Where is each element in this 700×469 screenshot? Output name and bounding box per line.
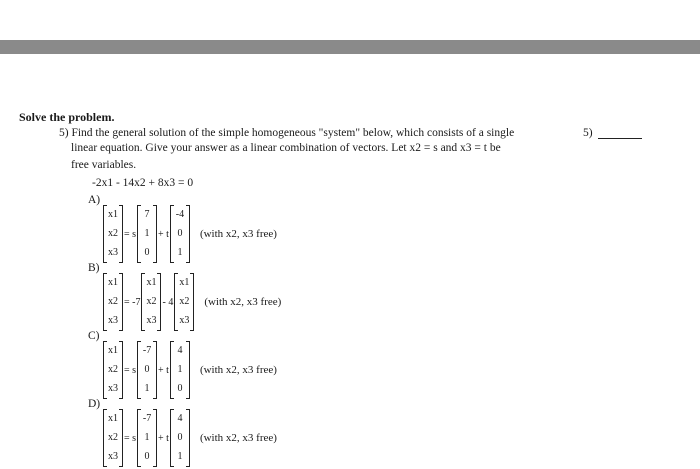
vector-entry: x1 bbox=[179, 276, 190, 288]
free-variables-note: (with x2, x3 free) bbox=[199, 228, 277, 240]
vector-entry: x3 bbox=[108, 383, 118, 395]
vector-entry: x2 bbox=[146, 295, 157, 307]
term-vector bbox=[137, 409, 157, 467]
term-vector bbox=[141, 273, 161, 331]
option-label[interactable]: A) bbox=[88, 194, 101, 206]
option-expression bbox=[103, 408, 277, 468]
vector-entry: 0 bbox=[144, 363, 150, 375]
option-label[interactable]: B) bbox=[88, 262, 100, 274]
vector-entry: x1 bbox=[108, 208, 118, 220]
term-vector bbox=[137, 341, 157, 399]
lhs-vector bbox=[103, 205, 123, 263]
operator-coefficient: = s bbox=[124, 364, 137, 376]
option-label[interactable]: D) bbox=[88, 398, 101, 410]
free-variables-note: (with x2, x3 free) bbox=[204, 296, 282, 308]
question-line-1 bbox=[59, 126, 514, 140]
vector-entry: -4 bbox=[175, 208, 185, 220]
term-vector bbox=[170, 409, 190, 467]
vector-entry: x3 bbox=[179, 315, 190, 327]
vector-entry: 1 bbox=[144, 383, 150, 395]
vector-entry: x3 bbox=[108, 247, 118, 259]
operator-coefficient: = -7 bbox=[124, 296, 141, 308]
operator-coefficient: = s bbox=[124, 228, 137, 240]
question-text-1: Find the general solution of the simple homogeneous "system" below, which consists of a single bbox=[71, 127, 515, 139]
vector-entry: x2 bbox=[179, 295, 190, 307]
free-variables-note: (with x2, x3 free) bbox=[199, 432, 277, 444]
vector-entry: x2 bbox=[108, 363, 118, 375]
vector-entry: 1 bbox=[177, 363, 183, 375]
vector-entry: x1 bbox=[108, 276, 118, 288]
option-label[interactable]: C) bbox=[88, 330, 100, 342]
vector-entry: 1 bbox=[144, 431, 150, 443]
vector-entry: 1 bbox=[177, 451, 183, 463]
free-variables-note: (with x2, x3 free) bbox=[199, 364, 277, 376]
operator-coefficient: + t bbox=[158, 432, 169, 444]
top-blank-area bbox=[0, 0, 700, 40]
vector-entry: x2 bbox=[108, 227, 118, 239]
answer-blank-line[interactable] bbox=[598, 138, 642, 139]
vector-entry: 1 bbox=[177, 247, 183, 259]
vector-entry: x1 bbox=[146, 276, 157, 288]
lhs-vector bbox=[103, 341, 123, 399]
question-text-3: free variables. bbox=[71, 159, 137, 171]
vector-entry: 0 bbox=[144, 247, 150, 259]
vector-entry: x2 bbox=[108, 431, 118, 443]
operator-coefficient: - 4 bbox=[162, 296, 174, 308]
vector-entry: 0 bbox=[177, 227, 183, 239]
term-vector bbox=[170, 341, 190, 399]
gray-divider-band bbox=[0, 40, 700, 54]
vector-entry: 4 bbox=[177, 412, 183, 424]
lhs-vector bbox=[103, 273, 123, 331]
vector-entry: 0 bbox=[144, 451, 150, 463]
vector-entry: -7 bbox=[142, 412, 152, 424]
vector-entry: x3 bbox=[108, 315, 118, 327]
operator-coefficient: + t bbox=[158, 228, 169, 240]
term-vector bbox=[174, 273, 194, 331]
vector-entry: x2 bbox=[108, 295, 118, 307]
vector-entry: 0 bbox=[177, 431, 183, 443]
operator-coefficient: + t bbox=[158, 364, 169, 376]
vector-entry: 7 bbox=[144, 208, 150, 220]
option-expression bbox=[103, 204, 277, 264]
vector-entry: 0 bbox=[177, 383, 183, 395]
term-vector bbox=[170, 205, 190, 263]
question-text-2: linear equation. Give your answer as a linear combination of vectors. Let x2 = s and x3 = t be bbox=[71, 142, 501, 154]
section-heading: Solve the problem. bbox=[19, 110, 115, 124]
answer-number: 5) bbox=[583, 127, 593, 139]
equation: -2x1 - 14x2 + 8x3 = 0 bbox=[92, 177, 194, 189]
vector-entry: x3 bbox=[108, 451, 118, 463]
vector-entry: x3 bbox=[146, 315, 157, 327]
operator-coefficient: = s bbox=[124, 432, 137, 444]
option-expression bbox=[103, 340, 277, 400]
option-expression bbox=[103, 272, 281, 332]
term-vector bbox=[137, 205, 157, 263]
vector-entry: 1 bbox=[144, 227, 150, 239]
vector-entry: x1 bbox=[108, 412, 118, 424]
vector-entry: -7 bbox=[142, 344, 152, 356]
question-number: 5) bbox=[59, 127, 69, 139]
vector-entry: x1 bbox=[108, 344, 118, 356]
vector-entry: 4 bbox=[177, 344, 183, 356]
lhs-vector bbox=[103, 409, 123, 467]
